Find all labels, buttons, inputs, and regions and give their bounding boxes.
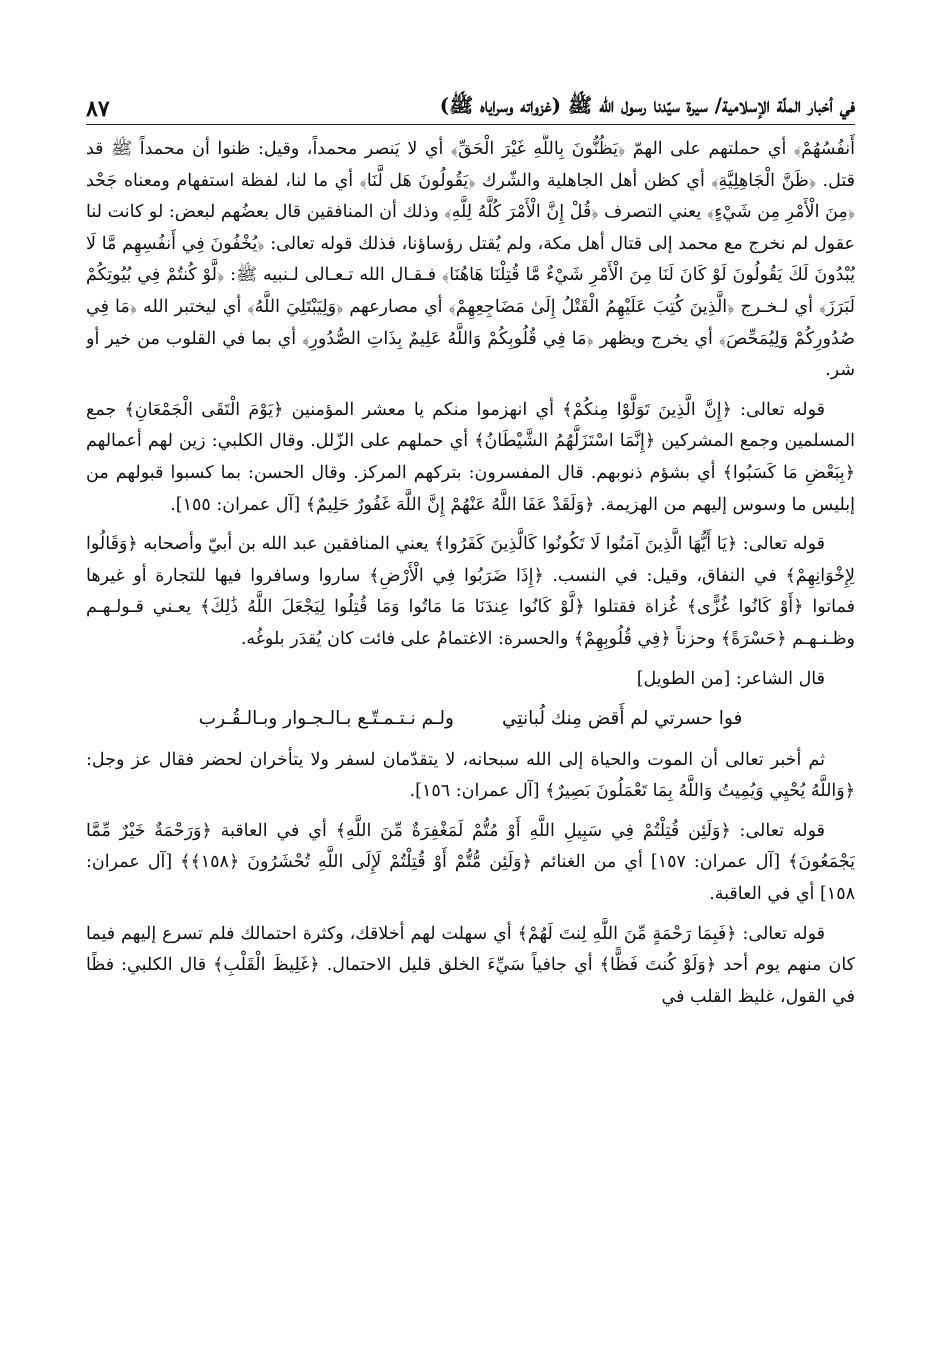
verse-first-hemistich: فوا حسرتي لم أَقض مِنك لُبانتِي xyxy=(502,708,743,730)
paragraph: قوله تعالى: ﴿يَا أَيُّهَا الَّذِينَ آمَنُوا لَا تَكُونُوا كَالَّذِينَ كَفَرُوا﴾ يعني المنافقين عبد الله بن أبيّ وأصحابه ﴿وَقَالُوا لِإِخْوَانِهِمْ﴾ في النفاق، وقيل: في النسب. ﴿إِذَا ضَرَبُوا فِي الْأَرْضِ﴾ ساروا وسافروا فيها للتجارة أو غيرها فماتوا ﴿أَوْ كَانُوا غُزًّى﴾ غُزاة فقتلوا ﴿لَّوْ كَانُوا عِندَنَا مَا مَاتُوا وَمَا قُتِلُوا لِيَجْعَلَ اللَّهُ ذَٰلِكَ﴾ يعـني قـولـهـم وظـنـهـم ﴿حَسْرَةً﴾ وحزناً ﴿فِي قُلُوبِهِمْ﴾ والحسرة: الاغتمامُ على فائت كان يُقدَر بلوغُه. xyxy=(86,534,855,649)
paragraph: قوله تعالى: ﴿وَلَئِن قُتِلْتُمْ فِي سَبِيلِ اللَّهِ أَوْ مُتُّمْ لَمَغْفِرَةٌ مِّنَ اللَّهِ﴾ أي في العاقبة ﴿وَرَحْمَةٌ خَيْرٌ مِّمَّا يَجْمَعُونَ﴾ [آل عمران: ١٥٧] أي من الغنائم ﴿وَلَئِن مُّتُّمْ أَوْ قُتِلْتُمْ لَإِلَى اللَّهِ تُحْشَرُونَ ﴿١٥٨﴾﴾ [آل عمران: ١٥٨] أي في العاقبة. xyxy=(86,820,855,905)
page-number: ٨٧ xyxy=(86,96,110,122)
paragraph: ثم أخبر تعالى أن الموت والحياة إلى الله سبحانه، لا يتقدّمان لسفر ولا يتأخران لحضر فقال عز وجل: ﴿وَاللَّهُ يُحْيِي وَيُمِيتُ وَاللَّهُ بِمَا تَعْمَلُونَ بَصِيرٌ﴾ [آل عمران: ١٥٦]. xyxy=(86,749,855,802)
header-title: في أخبار الملّة الإسلامية/ سيرة سيّدنا رسول الله ﷺ (غزواته وسراياه ﷺ) xyxy=(439,93,855,117)
running-header xyxy=(86,86,855,122)
poetry-verse xyxy=(86,703,855,735)
verse-second-hemistich: ولـم نـتـمـتّـع بـالـجـوار وبـالـقُـرب xyxy=(198,708,454,730)
body-text xyxy=(86,134,855,1341)
paragraph: قوله تعالى: ﴿إِنَّ الَّذِينَ تَوَلَّوْا مِنكُمْ﴾ أي انهزموا منكم يا معشر المؤمنين ﴿يَوْمَ الْتَقَى الْجَمْعَانِ﴾ جمع المسلمين وجمع المشركين ﴿إِنَّمَا اسْتَزَلَّهُمُ الشَّيْطَانُ﴾ أي حملهم على الزّلل. وقال الكلبي: زين لهم أعمالهم ﴿بِبَعْضِ مَا كَسَبُوا﴾ أي بشؤم ذنوبهم. قال المفسرون: بتركهم المركز. وقال الحسن: بما كسبوا قبولهم من إبليس ما وسوس إليهم من الهزيمة. ﴿وَلَقَدْ عَفَا اللَّهُ عَنْهُمْ إِنَّ اللَّهَ غَفُورٌ حَلِيمٌ﴾ [آل عمران: ١٥٥]. xyxy=(86,399,855,515)
paragraph: قوله تعالى: ﴿فَبِمَا رَحْمَةٍ مِّنَ اللَّهِ لِنتَ لَهُمْ﴾ أي سهلت لهم أخلاقك، وكثرة احتمالك فلم تسرع إليهم فيما كان منهم يوم أحد ﴿وَلَوْ كُنتَ فَظًّا﴾ أي جافياً سَيِّءَ الخلق قليل الاحتمال. ﴿غَلِيظَ الْقَلْبِ﴾ قال الكلبي: فظًا في القول، غليظ القلب في xyxy=(86,923,855,1007)
paragraph: أَنفُسُهُمْ﴾ أي حملتهم على الهمّ ﴿يَظُنُّونَ بِاللَّهِ غَيْرَ الْحَقِّ﴾ أي لا يَنصر محمداً، وقيل: ظنوا أن محمداً ﷺ قد قتل. ﴿ظَنَّ الْجَاهِلِيَّةِ﴾ أي كظن أهل الجاهلية والشّرك ﴿يَقُولُونَ هَل لَّنَا﴾ أي ما لنا، لفظة استفهام ومعناه جَحْد ﴿مِنَ الْأَمْرِ مِن شَيْءٍ﴾ يعني التصرف ﴿قُلْ إِنَّ الْأَمْرَ كُلَّهُ لِلَّهِ﴾ وذلك أن المنافقين قال بعضُهم لبعض: لو كانت لنا عقول لم نخرج مع محمد إلى قتال أهل مكة، ولم يُقتل رؤساؤنا، فذلك قوله تعالى: ﴿يُخْفُونَ فِي أَنفُسِهِم مَّا لَا يُبْدُونَ لَكَ يَقُولُونَ لَوْ كَانَ لَنَا مِنَ الْأَمْرِ شَيْءٌ مَّا قُتِلْنَا هَاهُنَا﴾ فـقـال الله تـعـالى لـنبيه ﷺ: ﴿لَّوْ كُنتُمْ فِي بُيُوتِكُمْ لَبَرَزَ﴾ أي لـخـرج ﴿الَّذِينَ كُتِبَ عَلَيْهِمُ الْقَتْلُ إِلَىٰ مَضَاجِعِهِمْ﴾ أي مصارعهم ﴿وَلِيَبْتَلِيَ اللَّهُ﴾ أي ليختبر الله ﴿مَا فِي صُدُورِكُمْ وَلِيُمَحِّصَ﴾ أي يخرج ويظهر ﴿مَا فِي قُلُوبِكُمْ وَاللَّهُ عَلِيمٌ بِذَاتِ الصُّدُورِ﴾ أي بما في القلوب من خير أو شر. xyxy=(86,139,855,381)
header-rule xyxy=(86,124,855,125)
poetry-intro: قال الشاعر: [من الطويل] xyxy=(636,668,825,689)
